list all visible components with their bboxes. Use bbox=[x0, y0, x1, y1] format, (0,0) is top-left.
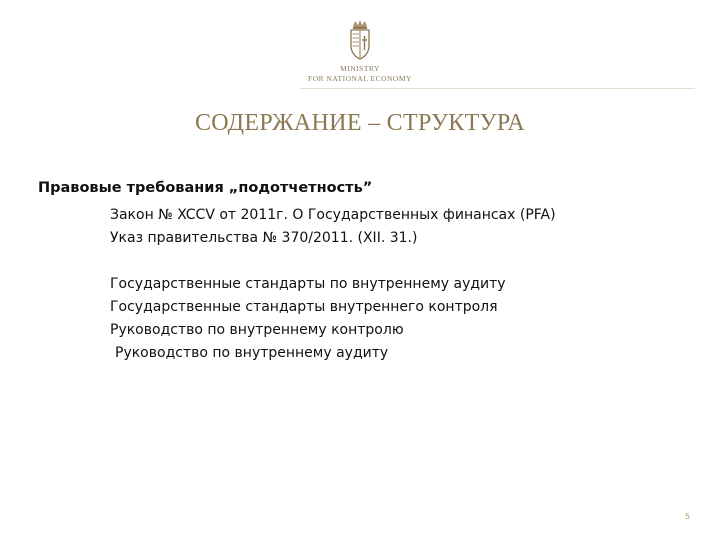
list-item-law: Закон № XCCV от 2011г. О Государственных финансах (PFA) bbox=[110, 207, 556, 223]
header-divider bbox=[300, 88, 695, 89]
page-number: 5 bbox=[685, 512, 691, 521]
list-item-decree: Указ правительства № 370/2011. (XII. 31.) bbox=[110, 230, 418, 246]
section-heading: Правовые требования „подотчетность” bbox=[38, 180, 373, 196]
slide-title: СОДЕРЖАНИЕ – СТРУКТУРА bbox=[194, 110, 526, 136]
ministry-logo bbox=[300, 14, 420, 84]
list-item-audit-guide: Руководство по внутреннему аудиту bbox=[115, 345, 389, 361]
list-item-control-standards: Государственные стандарты внутреннего контроля bbox=[110, 299, 498, 315]
content-list bbox=[110, 204, 556, 365]
coat-of-arms-icon bbox=[344, 18, 376, 62]
list-item-control-guide: Руководство по внутреннему контролю bbox=[110, 322, 404, 338]
logo-text-ministry: MINISTRY bbox=[340, 64, 380, 73]
list-item-audit-standards: Государственные стандарты по внутреннему аудиту bbox=[110, 276, 506, 292]
logo-text-national-economy: FOR NATIONAL ECONOMY bbox=[308, 74, 412, 83]
